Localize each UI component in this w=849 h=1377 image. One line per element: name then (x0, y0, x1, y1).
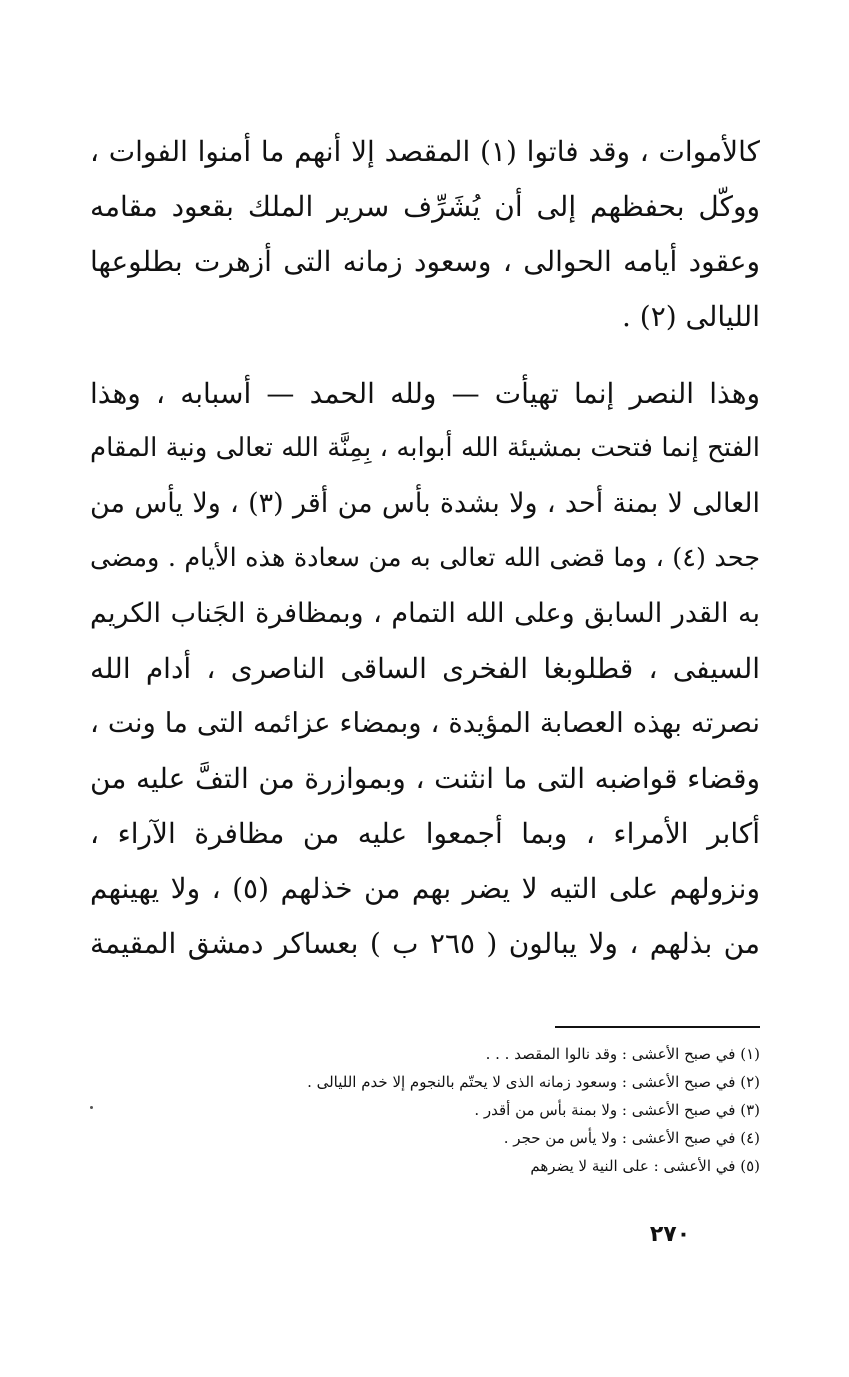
text-line: الفتح إنما فتحت بمشيئة الله أبوابه ، بِمِنَّة الله تعالى ونية المقام (90, 433, 760, 463)
text-line: وعقود أيامه الحوالى ، وسعود زمانه التى أزهرت بطلوعها (90, 245, 760, 278)
text-line: أكابر الأمراء ، وبما أجمعوا عليه من مظافرة الآراء ، (90, 817, 760, 850)
text-line: من بذلهم ، ولا يبالون ( ٢٦٥ ب ) بعساكر دمشق المقيمة (90, 927, 760, 960)
text-line: كالأموات ، وقد فاتوا (١) المقصد إلا أنهم ما أمنوا الفوات ، (90, 135, 760, 168)
footnote: (١) في صبح الأعشى : وقد نالوا المقصد . . . (485, 1045, 760, 1063)
footnote: (٢) في صبح الأعشى : وسعود زمانه الذى لا يحتّم بالنجوم إلا خدم الليالى . (307, 1073, 760, 1091)
footnote-separator (555, 1026, 760, 1028)
text-line: الليالى (٢) . (621, 300, 760, 333)
text-line: جحد (٤) ، وما قضى الله تعالى به من سعادة هذه الأيام . ومضى (90, 543, 760, 573)
footnote: (٥) في الأعشى : على النية لا يضرهم (530, 1157, 760, 1175)
text-line: ونزولهم على التيه لا يضر بهم من خذلهم (٥) ، ولا يهينهم (90, 872, 760, 905)
footnote: (٣) في صبح الأعشى : ولا بمنة بأس من أقدر . (474, 1101, 760, 1119)
text-line: السيفى ، قطلوبغا الفخرى الساقى الناصرى ، أدام الله (90, 652, 760, 685)
text-line: وقضاء قواضبه التى ما انثنت ، وبموازرة من التفَّ عليه من (90, 762, 760, 795)
text-line: ووكّل بحفظهم إلى أن يُشَرِّف سرير الملك بقعود مقامه (90, 190, 760, 223)
footnote: (٤) في صبح الأعشى : ولا يأس من حجر . (503, 1129, 760, 1147)
text-line: العالى لا بمنة أحد ، ولا بشدة بأس من أقر (٣) ، ولا يأس من (90, 488, 761, 519)
text-line: نصرته بهذه العصابة المؤيدة ، وبمضاء عزائمه التى ما ونت ، (90, 707, 760, 739)
text-line: به القدر السابق وعلى الله التمام ، وبمظافرة الجَناب الكريم (90, 598, 760, 629)
scan-speck (90, 1106, 93, 1109)
page-number: ٢٧٠ (649, 1222, 691, 1247)
paragraph-gap (90, 344, 760, 366)
text-line: وهذا النصر إنما تهيأت — ولله الحمد — أسبابه ، وهذا (90, 377, 760, 410)
main-text-block (90, 124, 760, 971)
footnotes-block (140, 1040, 760, 1180)
